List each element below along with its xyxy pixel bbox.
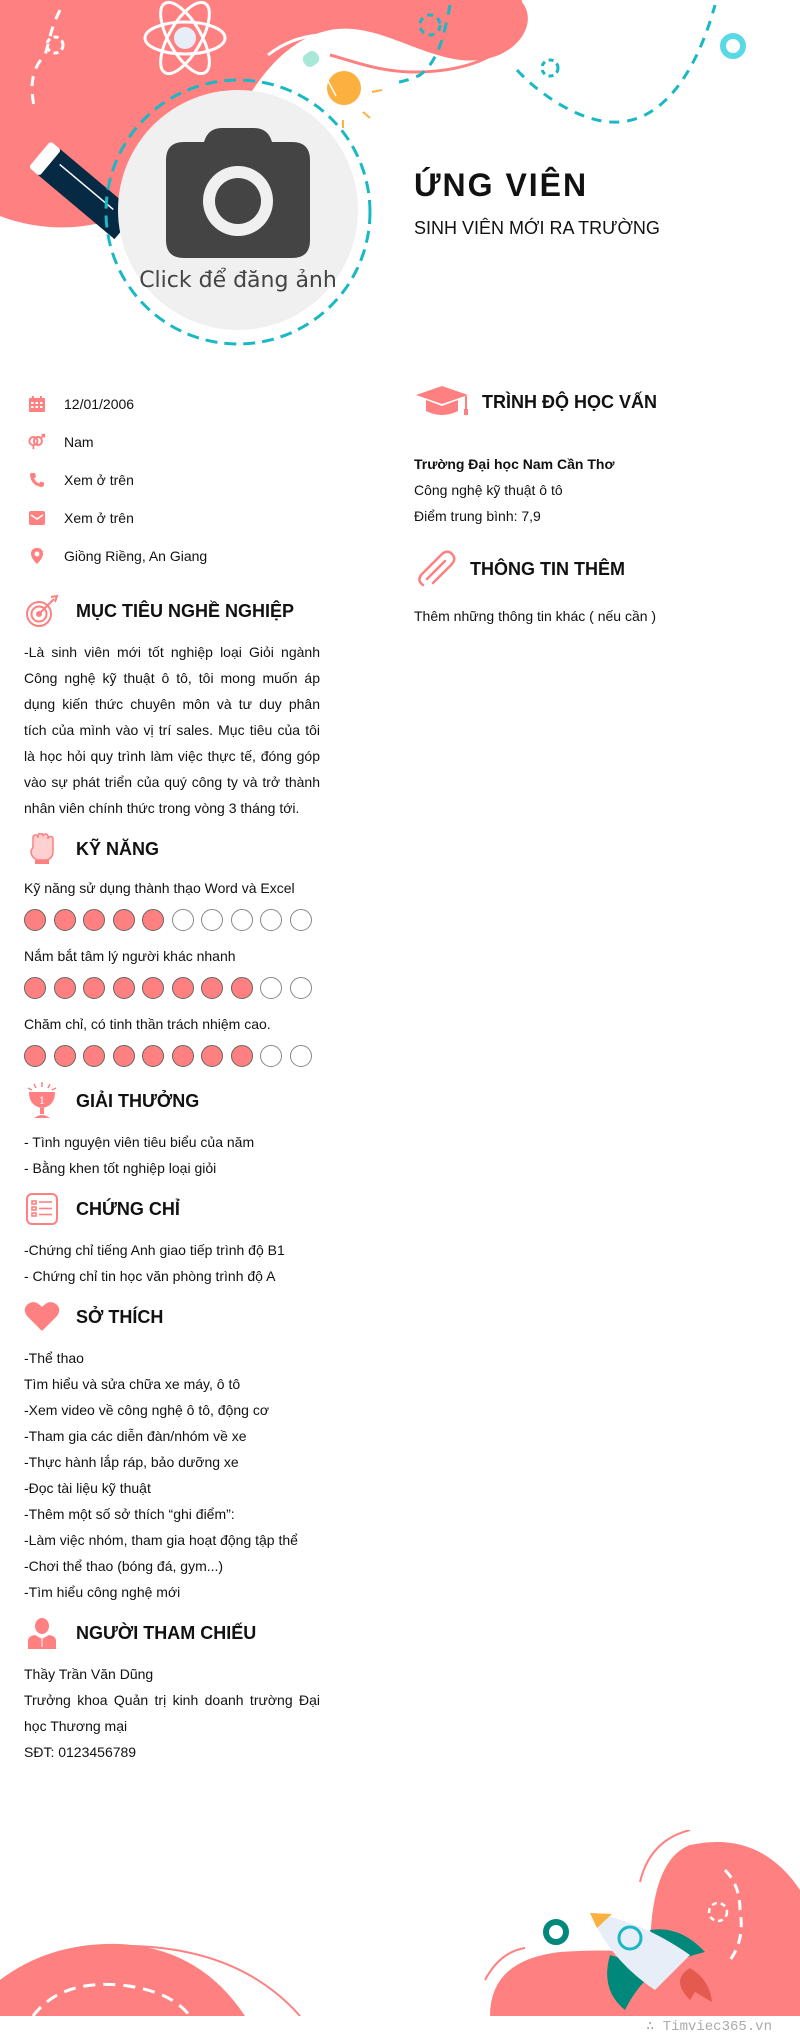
header-decoration [0, 0, 800, 360]
certificate-item[interactable]: - Chứng chỉ tin học văn phòng trình độ A [24, 1268, 276, 1284]
rating-dot-empty[interactable] [290, 1045, 312, 1067]
references-title: NGƯỜI THAM CHIẾU [76, 1622, 257, 1643]
education-header [414, 375, 774, 429]
hobby-item[interactable]: -Đọc tài liệu kỹ thuật [24, 1480, 151, 1496]
rating-dot-filled[interactable] [113, 909, 135, 931]
rating-dot-empty[interactable] [231, 909, 253, 931]
additional-info-title: THÔNG TIN THÊM [470, 558, 625, 579]
additional-info-text[interactable]: Thêm những thông tin khác ( nếu cần ) [414, 608, 657, 624]
rating-dot-filled[interactable] [83, 977, 105, 999]
skills-header [24, 827, 320, 871]
skill-name[interactable]: Nắm bắt tâm lý người khác nhanh [24, 948, 236, 964]
gender-icon [28, 433, 46, 451]
candidate-position[interactable]: SINH VIÊN MỚI RA TRƯỜNG [414, 218, 660, 238]
rating-dot-filled[interactable] [113, 1045, 135, 1067]
calendar-icon [28, 395, 46, 413]
hobby-item[interactable]: -Xem video về công nghệ ô tô, động cơ [24, 1402, 269, 1418]
objective-text[interactable]: -Là sinh viên mới tốt nghiệp loại Giỏi ngành Công nghệ kỹ thuật ô tô, tôi mong muốn áp dụng kiến thức chuyên môn và tư duy phân tích của mình vào vị trí sales. Mục tiêu của tôi là học hỏi quy trình làm việc thực tế, đóng góp vào sự phát triển của quý công ty và trở thành nhân viên chính thức trong vòng 3 tháng tới. [24, 644, 320, 816]
left-column [24, 385, 320, 1765]
awards-header [24, 1079, 320, 1123]
address-value: Giồng Riềng, An Giang [64, 548, 208, 564]
rating-dot-empty[interactable] [260, 909, 282, 931]
rating-dot-filled[interactable] [83, 1045, 105, 1067]
rating-dot-filled[interactable] [113, 977, 135, 999]
svg-text:1: 1 [38, 1096, 46, 1107]
candidate-name[interactable]: ỨNG VIÊN [414, 167, 589, 203]
person-icon [24, 1615, 60, 1651]
major[interactable]: Công nghệ kỹ thuật ô tô [414, 482, 563, 498]
hobby-item[interactable]: -Thêm một số sở thích “ghi điểm”: [24, 1506, 235, 1522]
hobby-item[interactable]: -Thể thao [24, 1350, 84, 1366]
location-pin-icon [28, 547, 46, 565]
info-gender[interactable] [24, 423, 320, 461]
skills-title: KỸ NĂNG [76, 838, 160, 859]
hobbies-list [24, 1345, 320, 1605]
phone-value: Xem ở trên [64, 472, 134, 488]
avatar-upload[interactable] [118, 90, 358, 330]
gpa[interactable]: Điểm trung bình: 7,9 [414, 508, 541, 524]
references-header [24, 1611, 320, 1655]
certificates-list [24, 1237, 320, 1289]
hobbies-header [24, 1295, 320, 1339]
education-title: TRÌNH ĐỘ HỌC VẤN [482, 391, 657, 412]
rating-dot-filled[interactable] [201, 977, 223, 999]
hobby-item[interactable]: -Làm việc nhóm, tham gia hoạt động tập thể [24, 1532, 298, 1548]
awards-title: GIẢI THƯỞNG [76, 1090, 200, 1111]
rating-dot-filled[interactable] [172, 1045, 194, 1067]
info-address[interactable] [24, 537, 320, 575]
rating-dot-empty[interactable] [290, 977, 312, 999]
rating-dot-filled[interactable] [231, 1045, 253, 1067]
checklist-icon [24, 1191, 60, 1227]
rating-dot-filled[interactable] [24, 1045, 46, 1067]
graduation-cap-icon [414, 384, 470, 420]
hobby-item[interactable]: -Tham gia các diễn đàn/nhóm về xe [24, 1428, 247, 1444]
objective-header [24, 589, 320, 633]
watermark: ∴ Timviec365.vn [645, 2019, 772, 2035]
reference-phone[interactable]: SĐT: 0123456789 [24, 1744, 137, 1760]
reference-name[interactable]: Thầy Trần Văn Dũng [24, 1666, 154, 1682]
skill-name[interactable]: Kỹ năng sử dụng thành thạo Word và Excel [24, 880, 295, 896]
trophy-icon [24, 1083, 60, 1119]
upload-photo-label: Click để đăng ảnh [139, 268, 337, 293]
info-email[interactable] [24, 499, 320, 537]
hobby-item[interactable]: -Chơi thể thao (bóng đá, gym...) [24, 1558, 224, 1574]
skills-list [24, 875, 320, 1069]
certificates-title: CHỨNG CHỈ [76, 1198, 180, 1219]
footer-decoration [0, 1830, 800, 2016]
references-content [24, 1661, 320, 1765]
rating-dot-filled[interactable] [142, 1045, 164, 1067]
objective-title: MỤC TIÊU NGHỀ NGHIỆP [76, 600, 295, 621]
gender-value: Nam [64, 434, 94, 450]
right-column [414, 375, 774, 629]
rating-dot-empty[interactable] [260, 977, 282, 999]
phone-icon [28, 471, 46, 489]
info-birthday[interactable] [24, 385, 320, 423]
camera-icon [166, 128, 310, 258]
reference-role[interactable]: Trưởng khoa Quản trị kinh doanh trường Đại học Thương mại [24, 1692, 320, 1734]
rating-dot-filled[interactable] [142, 909, 164, 931]
award-item[interactable]: - Tình nguyện viên tiêu biểu của năm [24, 1134, 255, 1150]
certificates-header [24, 1187, 320, 1231]
education-entry [414, 451, 774, 529]
hobbies-title: SỞ THÍCH [76, 1306, 164, 1327]
rating-dot-empty[interactable] [260, 1045, 282, 1067]
rating-dot-empty[interactable] [201, 909, 223, 931]
email-value: Xem ở trên [64, 510, 134, 526]
rating-dot-filled[interactable] [24, 977, 46, 999]
rating-dot-filled[interactable] [54, 909, 76, 931]
skill-rating[interactable] [24, 1045, 320, 1069]
skill-rating[interactable] [24, 909, 320, 933]
hobby-item[interactable]: -Tìm hiểu công nghệ mới [24, 1584, 181, 1600]
rating-dot-filled[interactable] [24, 909, 46, 931]
certificate-item[interactable]: -Chứng chỉ tiếng Anh giao tiếp trình độ B1 [24, 1242, 285, 1258]
paperclip-icon [414, 551, 458, 587]
target-icon [24, 593, 60, 629]
rating-dot-filled[interactable] [142, 977, 164, 999]
award-item[interactable]: - Bằng khen tốt nghiệp loại giỏi [24, 1160, 217, 1176]
info-phone[interactable] [24, 461, 320, 499]
rating-dot-filled[interactable] [54, 977, 76, 999]
hobby-item[interactable]: Tìm hiểu và sửa chữa xe máy, ô tô [24, 1376, 241, 1392]
hobby-item[interactable]: -Thực hành lắp ráp, bảo dưỡng xe [24, 1454, 239, 1470]
school-name[interactable]: Trường Đại học Nam Cần Thơ [414, 456, 615, 472]
hand-icon [24, 831, 60, 867]
rating-dot-filled[interactable] [83, 909, 105, 931]
additional-info-header [414, 545, 774, 593]
awards-list [24, 1129, 320, 1181]
rating-dot-empty[interactable] [290, 909, 312, 931]
rating-dot-filled[interactable] [201, 1045, 223, 1067]
skill-name[interactable]: Chăm chỉ, có tinh thần trách nhiệm cao. [24, 1016, 271, 1032]
rating-dot-filled[interactable] [54, 1045, 76, 1067]
rating-dot-empty[interactable] [172, 909, 194, 931]
skill-rating[interactable] [24, 977, 320, 1001]
heart-icon [24, 1299, 60, 1335]
rating-dot-filled[interactable] [172, 977, 194, 999]
email-icon [28, 509, 46, 527]
rating-dot-filled[interactable] [231, 977, 253, 999]
birthday-value: 12/01/2006 [64, 396, 135, 412]
